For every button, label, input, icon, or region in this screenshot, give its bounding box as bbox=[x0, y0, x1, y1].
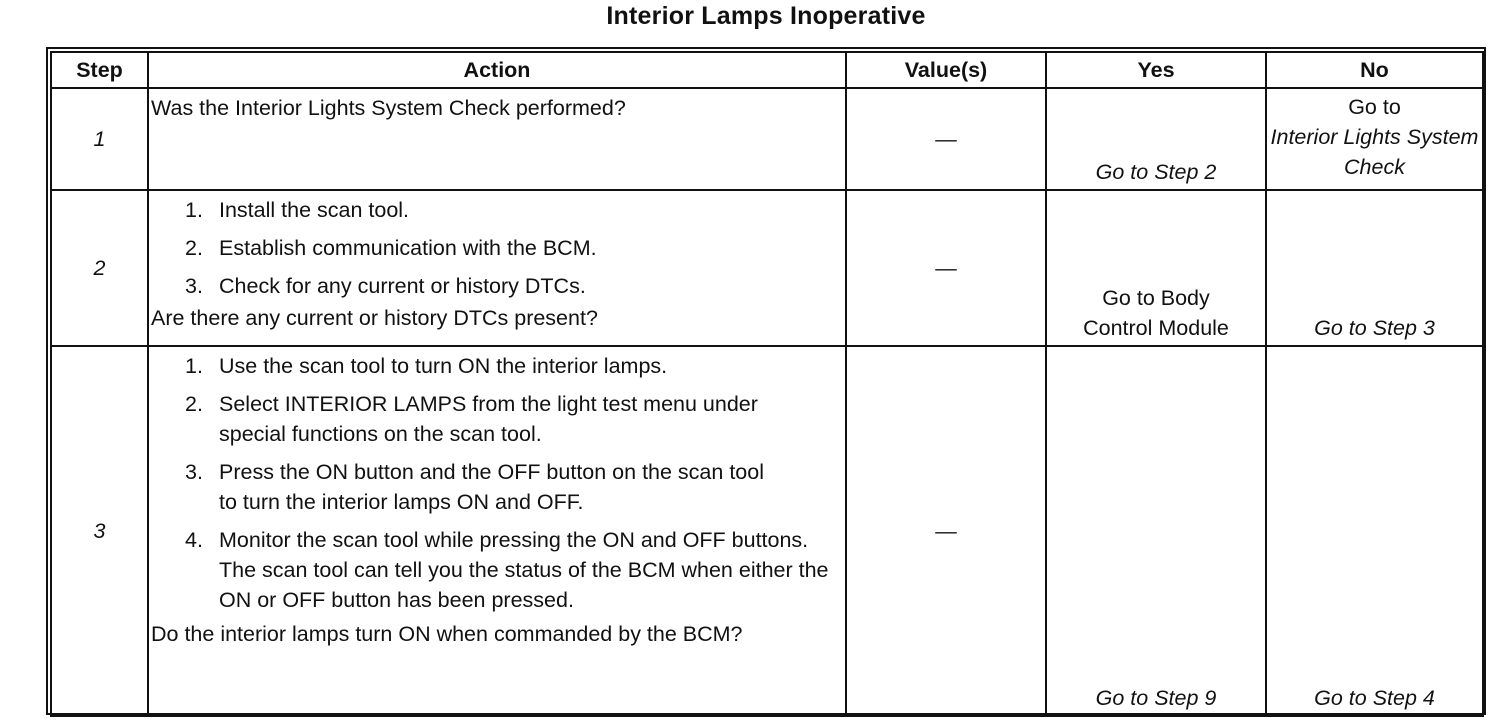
no-cell bbox=[1266, 88, 1483, 190]
no-prefix: Go to bbox=[1348, 95, 1401, 119]
yes-link[interactable]: Go to Step 2 bbox=[1095, 160, 1217, 184]
substep-list bbox=[151, 351, 841, 615]
substep-list bbox=[151, 195, 841, 301]
value-cell bbox=[846, 88, 1046, 190]
yes-cell bbox=[1046, 88, 1266, 190]
header-yes: Yes bbox=[1046, 52, 1266, 88]
substep: 3. Check for any current or history DTCs. bbox=[185, 274, 586, 298]
value-dash: — bbox=[935, 126, 957, 151]
value-cell bbox=[846, 346, 1046, 716]
step-number: 1 bbox=[51, 88, 148, 190]
yes-link[interactable]: Go to Body Control Module bbox=[1083, 286, 1229, 340]
no-cell bbox=[1266, 346, 1483, 716]
table-row bbox=[51, 190, 1483, 346]
header-step: Step bbox=[51, 52, 148, 88]
no-link[interactable]: Go to Step 3 bbox=[1314, 316, 1435, 340]
action-cell bbox=[148, 346, 846, 716]
action-cell bbox=[148, 190, 846, 346]
no-link[interactable]: Go to Step 4 bbox=[1314, 686, 1435, 710]
action-question: Do the interior lamps turn ON when commanded by the BCM? bbox=[151, 622, 743, 646]
substep: 1. Use the scan tool to turn ON the interior lamps. bbox=[185, 354, 668, 378]
diagnostic-table bbox=[50, 51, 1484, 717]
page-title: Interior Lamps Inoperative bbox=[606, 2, 926, 30]
substep: 4. Monitor the scan tool while pressing the ON and OFF buttons. The scan tool can tell you the status of the BCM when either the ON or OFF button has been pressed. bbox=[185, 528, 829, 612]
yes-cell bbox=[1046, 190, 1266, 346]
header-row bbox=[51, 52, 1483, 88]
step-number: 2 bbox=[51, 190, 148, 346]
substep: 1. Install the scan tool. bbox=[185, 198, 410, 222]
no-cell bbox=[1266, 190, 1483, 346]
no-link[interactable]: Interior Lights System Check bbox=[1270, 125, 1479, 179]
value-dash: — bbox=[935, 255, 957, 280]
table-row bbox=[51, 346, 1483, 716]
header-no: No bbox=[1266, 52, 1483, 88]
value-dash: — bbox=[935, 518, 957, 543]
yes-cell bbox=[1046, 346, 1266, 716]
header-action: Action bbox=[148, 52, 846, 88]
step-number: 3 bbox=[51, 346, 148, 716]
substep: 2. Establish communication with the BCM. bbox=[185, 236, 597, 260]
yes-link[interactable]: Go to Step 9 bbox=[1095, 686, 1217, 710]
action-cell bbox=[148, 88, 846, 190]
substep: 2. Select INTERIOR LAMPS from the light test menu under special functions on the scan tool. bbox=[185, 392, 758, 446]
header-values: Value(s) bbox=[846, 52, 1046, 88]
table-row bbox=[51, 88, 1483, 190]
action-question: Was the Interior Lights System Check performed? bbox=[151, 96, 626, 120]
value-cell bbox=[846, 190, 1046, 346]
substep: 3. Press the ON button and the OFF button on the scan tool to turn the interior lamps ON and OFF. bbox=[185, 460, 764, 514]
action-question: Are there any current or history DTCs present? bbox=[151, 306, 598, 330]
